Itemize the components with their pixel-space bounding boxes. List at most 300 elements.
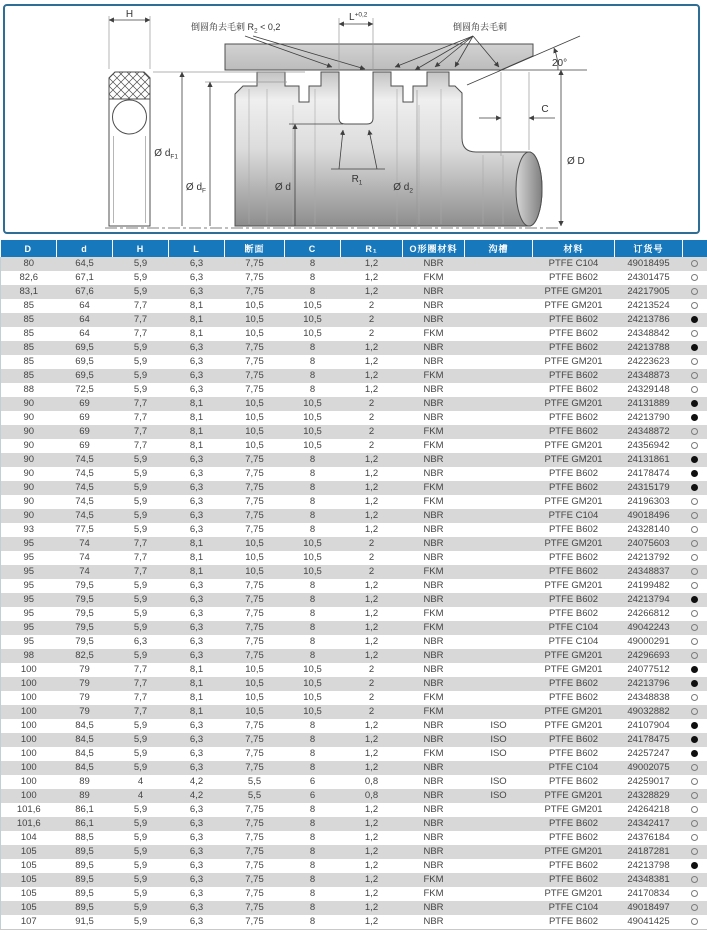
open-dot-icon [691, 442, 698, 449]
cell-l: 6,3 [169, 803, 225, 817]
cell-l: 6,3 [169, 719, 225, 733]
cell-d-inner: 84,5 [57, 747, 113, 761]
filled-dot-icon [691, 484, 698, 491]
cell-order-number: 24131889 [615, 397, 683, 411]
cell-d-outer: 100 [1, 663, 57, 677]
cell-h: 7,7 [113, 691, 169, 705]
table-row [1, 663, 707, 677]
availability-cell [683, 607, 707, 621]
open-dot-icon [691, 288, 698, 295]
availability-cell [683, 313, 707, 327]
cell-groove [465, 327, 533, 341]
cell-d-outer: 101,6 [1, 803, 57, 817]
table-row [1, 481, 707, 495]
cell-c: 8 [285, 621, 341, 635]
cell-material: PTFE B602 [533, 817, 615, 831]
cell-c: 8 [285, 649, 341, 663]
cell-d-outer: 95 [1, 579, 57, 593]
cell-d-inner: 69,5 [57, 369, 113, 383]
cell-cross-section: 10,5 [225, 397, 285, 411]
cell-groove [465, 705, 533, 719]
table-row [1, 411, 707, 425]
cell-r1: 0,8 [341, 775, 403, 789]
cell-groove [465, 901, 533, 915]
cell-material: PTFE B602 [533, 551, 615, 565]
cell-r1: 2 [341, 327, 403, 341]
cell-d-outer: 105 [1, 873, 57, 887]
cell-h: 7,7 [113, 425, 169, 439]
cell-order-number: 24348872 [615, 425, 683, 439]
cell-d-outer: 90 [1, 481, 57, 495]
cell-c: 8 [285, 369, 341, 383]
cell-d-inner: 89,5 [57, 845, 113, 859]
cell-d-outer: 105 [1, 887, 57, 901]
size-table [0, 240, 707, 930]
cell-groove [465, 677, 533, 691]
cell-o-ring-material: NBR [403, 453, 465, 467]
cell-cross-section: 7,75 [225, 481, 285, 495]
cell-d-inner: 89,5 [57, 901, 113, 915]
cell-order-number: 49000291 [615, 635, 683, 649]
col-header-o-ring-material: O形圈材料 [403, 240, 465, 257]
table-row [1, 621, 707, 635]
cell-c: 8 [285, 383, 341, 397]
cell-o-ring-material: NBR [403, 649, 465, 663]
cell-order-number: 24213786 [615, 313, 683, 327]
cell-groove [465, 369, 533, 383]
cell-h: 5,9 [113, 467, 169, 481]
col-header-l: L [169, 240, 225, 257]
cell-d-inner: 74 [57, 551, 113, 565]
cell-h: 7,7 [113, 705, 169, 719]
cell-h: 5,9 [113, 761, 169, 775]
open-dot-icon [691, 302, 698, 309]
cell-c: 10,5 [285, 705, 341, 719]
cell-material: PTFE GM201 [533, 789, 615, 803]
cell-c: 10,5 [285, 663, 341, 677]
cell-order-number: 24196303 [615, 495, 683, 509]
cell-cross-section: 7,75 [225, 915, 285, 930]
filled-dot-icon [691, 344, 698, 351]
cell-order-number: 24348842 [615, 327, 683, 341]
cell-cross-section: 7,75 [225, 817, 285, 831]
cell-material: PTFE GM201 [533, 887, 615, 901]
table-row [1, 649, 707, 663]
cell-r1: 1,2 [341, 495, 403, 509]
seal-cross-section [109, 9, 150, 226]
cell-material: PTFE C104 [533, 621, 615, 635]
cell-d-inner: 69 [57, 425, 113, 439]
cell-r1: 1,2 [341, 523, 403, 537]
cell-cross-section: 7,75 [225, 649, 285, 663]
cell-c: 8 [285, 593, 341, 607]
cell-o-ring-material: NBR [403, 383, 465, 397]
availability-cell [683, 887, 707, 901]
open-dot-icon [691, 638, 698, 645]
availability-cell [683, 481, 707, 495]
cell-o-ring-material: FKM [403, 369, 465, 383]
cell-order-number: 24348381 [615, 873, 683, 887]
cell-material: PTFE GM201 [533, 355, 615, 369]
cell-o-ring-material: NBR [403, 355, 465, 369]
open-dot-icon [691, 778, 698, 785]
open-dot-icon [691, 792, 698, 799]
cell-r1: 1,2 [341, 453, 403, 467]
cell-order-number: 24107904 [615, 719, 683, 733]
cell-material: PTFE B602 [533, 859, 615, 873]
cell-d-outer: 101,6 [1, 817, 57, 831]
d-diameter-label: Ø d [274, 182, 291, 193]
cell-c: 8 [285, 257, 341, 271]
grooved-shaft [235, 72, 542, 226]
cell-d-inner: 84,5 [57, 733, 113, 747]
table-row [1, 383, 707, 397]
cell-o-ring-material: NBR [403, 775, 465, 789]
d2-diameter-label: Ø $d_2$ [393, 182, 413, 195]
cell-o-ring-material: FKM [403, 621, 465, 635]
availability-cell [683, 677, 707, 691]
availability-cell [683, 523, 707, 537]
cell-o-ring-material: NBR [403, 285, 465, 299]
cell-o-ring-material: FKM [403, 481, 465, 495]
availability-cell [683, 845, 707, 859]
table-row [1, 537, 707, 551]
open-dot-icon [691, 890, 698, 897]
cell-cross-section: 7,75 [225, 873, 285, 887]
h-dimension-label: H [125, 9, 134, 20]
cell-l: 8,1 [169, 425, 225, 439]
cell-d-inner: 74,5 [57, 453, 113, 467]
cell-c: 8 [285, 901, 341, 915]
cell-h: 7,7 [113, 397, 169, 411]
cell-o-ring-material: NBR [403, 299, 465, 313]
cell-o-ring-material: NBR [403, 397, 465, 411]
cell-groove [465, 817, 533, 831]
cell-cross-section: 7,75 [225, 761, 285, 775]
cell-l: 4,2 [169, 775, 225, 789]
cell-material: PTFE C104 [533, 761, 615, 775]
cell-o-ring-material: FKM [403, 495, 465, 509]
c-dimension [479, 72, 555, 156]
cell-l: 6,3 [169, 257, 225, 271]
cell-cross-section: 7,75 [225, 803, 285, 817]
cell-l: 8,1 [169, 565, 225, 579]
cell-material: PTFE B602 [533, 691, 615, 705]
cell-o-ring-material: FKM [403, 747, 465, 761]
cell-cross-section: 7,75 [225, 369, 285, 383]
cell-material: PTFE B602 [533, 915, 615, 930]
cell-groove [465, 663, 533, 677]
cell-o-ring-material: NBR [403, 523, 465, 537]
cell-l: 8,1 [169, 691, 225, 705]
cell-material: PTFE B602 [533, 607, 615, 621]
open-dot-icon [691, 582, 698, 589]
availability-cell [683, 299, 707, 313]
open-dot-icon [691, 372, 698, 379]
col-header-material: 材料 [533, 240, 615, 257]
cell-cross-section: 10,5 [225, 327, 285, 341]
cell-order-number: 49018496 [615, 509, 683, 523]
availability-cell [683, 691, 707, 705]
cell-h: 5,9 [113, 733, 169, 747]
cell-h: 5,9 [113, 803, 169, 817]
cell-material: PTFE GM201 [533, 663, 615, 677]
cell-c: 10,5 [285, 299, 341, 313]
cell-groove [465, 537, 533, 551]
cell-r1: 1,2 [341, 593, 403, 607]
cell-h: 5,9 [113, 831, 169, 845]
l-dimension-label: $L^{+0,2}$ [349, 11, 368, 23]
cell-c: 6 [285, 789, 341, 803]
cell-r1: 1,2 [341, 901, 403, 915]
cell-d-outer: 105 [1, 845, 57, 859]
cell-l: 6,3 [169, 369, 225, 383]
cell-c: 8 [285, 579, 341, 593]
cell-r1: 1,2 [341, 747, 403, 761]
cell-d-outer: 82,6 [1, 271, 57, 285]
cell-c: 10,5 [285, 425, 341, 439]
cell-d-outer: 90 [1, 509, 57, 523]
table-row [1, 817, 707, 831]
cell-d-inner: 74 [57, 537, 113, 551]
cell-o-ring-material: NBR [403, 663, 465, 677]
filled-dot-icon [691, 736, 698, 743]
cell-d-outer: 100 [1, 719, 57, 733]
cell-material: PTFE GM201 [533, 537, 615, 551]
technical-drawing [3, 4, 700, 234]
cell-cross-section: 7,75 [225, 579, 285, 593]
availability-cell [683, 495, 707, 509]
cell-d-inner: 64,5 [57, 257, 113, 271]
open-dot-icon [691, 764, 698, 771]
filled-dot-icon [691, 470, 698, 477]
cell-material: PTFE GM201 [533, 495, 615, 509]
cell-cross-section: 7,75 [225, 831, 285, 845]
cell-r1: 1,2 [341, 635, 403, 649]
table-row [1, 691, 707, 705]
cell-d-outer: 95 [1, 537, 57, 551]
cell-l: 6,3 [169, 523, 225, 537]
cell-h: 5,9 [113, 481, 169, 495]
cell-r1: 2 [341, 411, 403, 425]
open-dot-icon [691, 386, 698, 393]
availability-cell [683, 411, 707, 425]
availability-cell [683, 509, 707, 523]
cell-material: PTFE GM201 [533, 439, 615, 453]
cell-d-outer: 90 [1, 495, 57, 509]
filled-dot-icon [691, 666, 698, 673]
angle-label: 20° [552, 58, 568, 69]
cell-c: 8 [285, 495, 341, 509]
cell-material: PTFE B602 [533, 733, 615, 747]
table-row [1, 341, 707, 355]
cell-d-outer: 100 [1, 747, 57, 761]
cell-groove [465, 761, 533, 775]
cell-l: 8,1 [169, 439, 225, 453]
cell-material: PTFE B602 [533, 411, 615, 425]
cell-h: 5,9 [113, 369, 169, 383]
cell-groove [465, 355, 533, 369]
cell-c: 8 [285, 747, 341, 761]
open-dot-icon [691, 330, 698, 337]
mating-bore-part [225, 44, 533, 70]
cell-d-inner: 86,1 [57, 817, 113, 831]
cell-o-ring-material: FKM [403, 705, 465, 719]
table-row [1, 299, 707, 313]
cell-c: 8 [285, 467, 341, 481]
availability-cell [683, 271, 707, 285]
cell-material: PTFE B602 [533, 775, 615, 789]
cell-groove [465, 271, 533, 285]
cell-o-ring-material: NBR [403, 831, 465, 845]
cell-d-outer: 90 [1, 411, 57, 425]
cell-cross-section: 7,75 [225, 621, 285, 635]
cell-cross-section: 10,5 [225, 537, 285, 551]
cell-r1: 2 [341, 677, 403, 691]
cell-cross-section: 7,75 [225, 523, 285, 537]
r1-label: $R_1$ [351, 174, 363, 187]
open-dot-icon [691, 708, 698, 715]
cell-c: 8 [285, 733, 341, 747]
cell-material: PTFE B602 [533, 831, 615, 845]
cell-material: PTFE B602 [533, 313, 615, 327]
col-header-r1: R₁ [341, 240, 403, 257]
table-row [1, 271, 707, 285]
table-row [1, 439, 707, 453]
cell-o-ring-material: NBR [403, 845, 465, 859]
cell-d-outer: 90 [1, 467, 57, 481]
cell-d-outer: 105 [1, 859, 57, 873]
availability-cell [683, 467, 707, 481]
cell-cross-section: 7,75 [225, 635, 285, 649]
cell-order-number: 24348873 [615, 369, 683, 383]
cell-d-outer: 100 [1, 733, 57, 747]
cell-groove [465, 887, 533, 901]
availability-cell [683, 747, 707, 761]
cell-h: 7,7 [113, 327, 169, 341]
cell-material: PTFE GM201 [533, 299, 615, 313]
cell-order-number: 24213796 [615, 677, 683, 691]
cell-h: 7,7 [113, 551, 169, 565]
cell-l: 6,3 [169, 873, 225, 887]
cell-order-number: 24264218 [615, 803, 683, 817]
availability-cell [683, 873, 707, 887]
cell-order-number: 49041425 [615, 915, 683, 930]
cell-cross-section: 7,75 [225, 509, 285, 523]
cell-material: PTFE B602 [533, 565, 615, 579]
cell-d-inner: 74,5 [57, 481, 113, 495]
cell-groove: ISO [465, 719, 533, 733]
cell-order-number: 24315179 [615, 481, 683, 495]
cell-h: 5,9 [113, 257, 169, 271]
cell-d-outer: 98 [1, 649, 57, 663]
open-dot-icon [691, 428, 698, 435]
cell-groove [465, 551, 533, 565]
cell-r1: 0,8 [341, 789, 403, 803]
o-ring-circle [113, 100, 147, 134]
table-row [1, 495, 707, 509]
dF-diameter-label: Ø $d_F$ [185, 182, 206, 195]
table-row [1, 831, 707, 845]
cell-order-number: 49042243 [615, 621, 683, 635]
cell-r1: 1,2 [341, 579, 403, 593]
open-dot-icon [691, 610, 698, 617]
cell-groove [465, 313, 533, 327]
cell-d-inner: 67,6 [57, 285, 113, 299]
cell-groove [465, 453, 533, 467]
cell-h: 5,9 [113, 873, 169, 887]
cell-l: 6,3 [169, 509, 225, 523]
table-row [1, 845, 707, 859]
cell-o-ring-material: NBR [403, 593, 465, 607]
cell-groove [465, 915, 533, 930]
cell-c: 10,5 [285, 397, 341, 411]
cell-o-ring-material: NBR [403, 341, 465, 355]
cell-d-inner: 84,5 [57, 719, 113, 733]
cell-d-inner: 79,5 [57, 607, 113, 621]
cell-c: 8 [285, 453, 341, 467]
cell-h: 5,9 [113, 523, 169, 537]
cell-material: PTFE B602 [533, 341, 615, 355]
cell-groove [465, 565, 533, 579]
availability-cell [683, 439, 707, 453]
cell-l: 6,3 [169, 453, 225, 467]
cell-cross-section: 7,75 [225, 901, 285, 915]
table-row [1, 775, 707, 789]
cell-groove [465, 383, 533, 397]
cell-cross-section: 7,75 [225, 747, 285, 761]
cell-c: 10,5 [285, 411, 341, 425]
cell-h: 5,9 [113, 649, 169, 663]
cell-material: PTFE B602 [533, 383, 615, 397]
cell-l: 8,1 [169, 327, 225, 341]
table-row [1, 747, 707, 761]
c-dimension-label: C [541, 104, 549, 115]
availability-cell [683, 257, 707, 271]
cell-groove [465, 509, 533, 523]
cell-cross-section: 7,75 [225, 355, 285, 369]
cell-h: 5,9 [113, 509, 169, 523]
cell-d-outer: 85 [1, 341, 57, 355]
cell-h: 5,9 [113, 607, 169, 621]
cell-o-ring-material: NBR [403, 257, 465, 271]
deburr-left-label: 倒圆角去毛刺 $R_2 < 0,2$ [191, 22, 281, 35]
cell-h: 5,9 [113, 901, 169, 915]
cell-l: 6,3 [169, 747, 225, 761]
cell-o-ring-material: FKM [403, 439, 465, 453]
cell-d-inner: 88,5 [57, 831, 113, 845]
cell-d-outer: 93 [1, 523, 57, 537]
col-header-groove: 沟槽 [465, 240, 533, 257]
cell-order-number: 24348837 [615, 565, 683, 579]
cell-l: 6,3 [169, 761, 225, 775]
cell-o-ring-material: FKM [403, 873, 465, 887]
cell-l: 8,1 [169, 663, 225, 677]
cell-h: 5,9 [113, 719, 169, 733]
cell-c: 10,5 [285, 677, 341, 691]
cell-o-ring-material: NBR [403, 509, 465, 523]
cell-l: 6,3 [169, 593, 225, 607]
cell-material: PTFE B602 [533, 271, 615, 285]
cell-d-outer: 95 [1, 551, 57, 565]
table-row [1, 355, 707, 369]
open-dot-icon [691, 624, 698, 631]
cell-h: 5,9 [113, 341, 169, 355]
cell-d-inner: 74,5 [57, 467, 113, 481]
cell-r1: 1,2 [341, 761, 403, 775]
cell-r1: 1,2 [341, 733, 403, 747]
open-dot-icon [691, 694, 698, 701]
